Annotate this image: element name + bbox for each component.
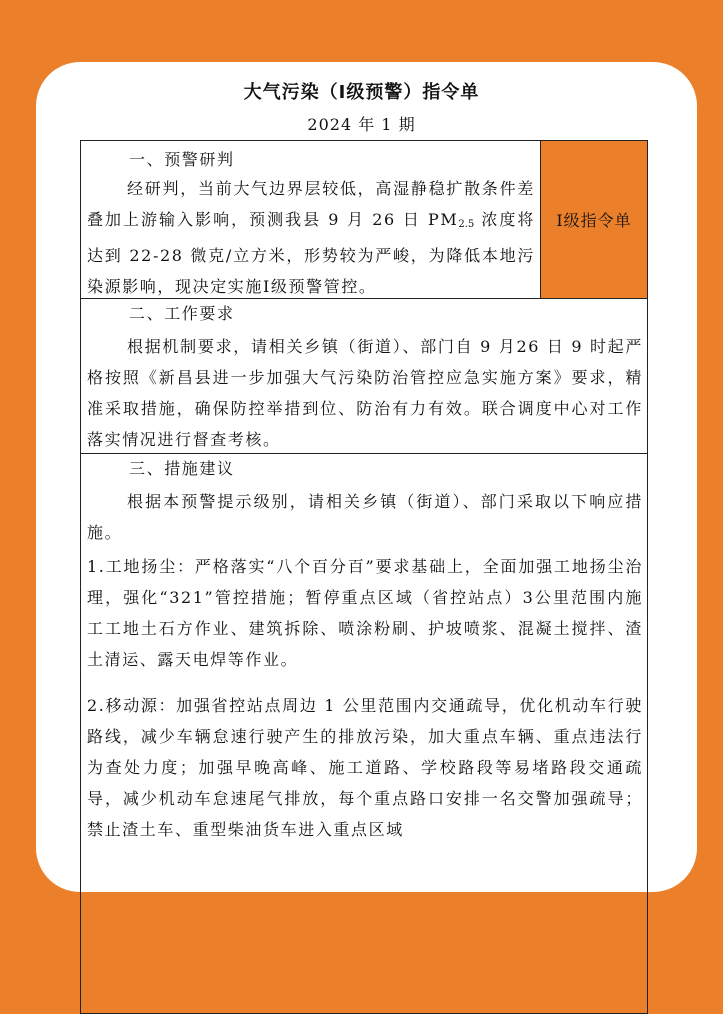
directive-table [80, 140, 648, 1014]
table-row-measures [80, 454, 648, 1014]
measure-item-1: 1.工地扬尘：严格落实“八个百分百”要求基础上，全面加强工地扬尘治理，强化“321”管控措施；暂停重点区域（省控站点）3公里范围内施工工地土石方作业、建筑拆除、喷涂粉刷、护坡喷浆、混凝土搅拌、渣土清运、露天电焊等作业。 [87, 557, 643, 669]
section1-body: 经研判，当前大气边界层较低，高湿静稳扩散条件差叠加上游输入影响，预测我县 9 月 26 日 $PM_{2.5}$ 浓度将达到 22-28 微克/立方米，形势较为严峻，为降低本地污染源影响，现决定实施I级预警管控。 [87, 179, 535, 296]
table-row-assessment [80, 140, 648, 299]
measure-item-2: 2.移动源：加强省控站点周边 1 公里范围内交通疏导，优化机动车行驶路线，减少车辆怠速行驶产生的排放污染，加大重点车辆、重点违法行为查处力度；加强早晚高峰、施工道路、学校路段等易堵路段交通疏导，减少机动车怠速尾气排放，每个重点路口安排一名交警加强疏导；禁止渣土车、重型柴油货车进入重点区域 [87, 696, 643, 839]
section2-heading: 二、工作要求 [129, 304, 235, 323]
table-row-requirements [80, 299, 648, 454]
section2-body: 根据机制要求，请相关乡镇（街道）、部门自 9 月26 日 9 时起严格按照《新昌县进一步加强大气污染防治管控应急实施方案》要求，精准采取措施，确保防控举措到位、防治有力有效。联合调度中心对工作落实情况进行督查考核。 [87, 337, 643, 449]
section3-intro: 根据本预警提示级别，请相关乡镇（街道）、部门采取以下响应措施。 [87, 492, 643, 542]
document-title: 大气污染（I级预警）指令单 [243, 82, 480, 103]
section1-heading: 一、预警研判 [129, 150, 235, 169]
pm-subscript: 2.5 [458, 219, 475, 230]
section3-heading: 三、措施建议 [129, 459, 235, 478]
issue-number: 2024 年 1 期 [307, 115, 416, 134]
level-badge: I级指令单 [540, 141, 647, 298]
